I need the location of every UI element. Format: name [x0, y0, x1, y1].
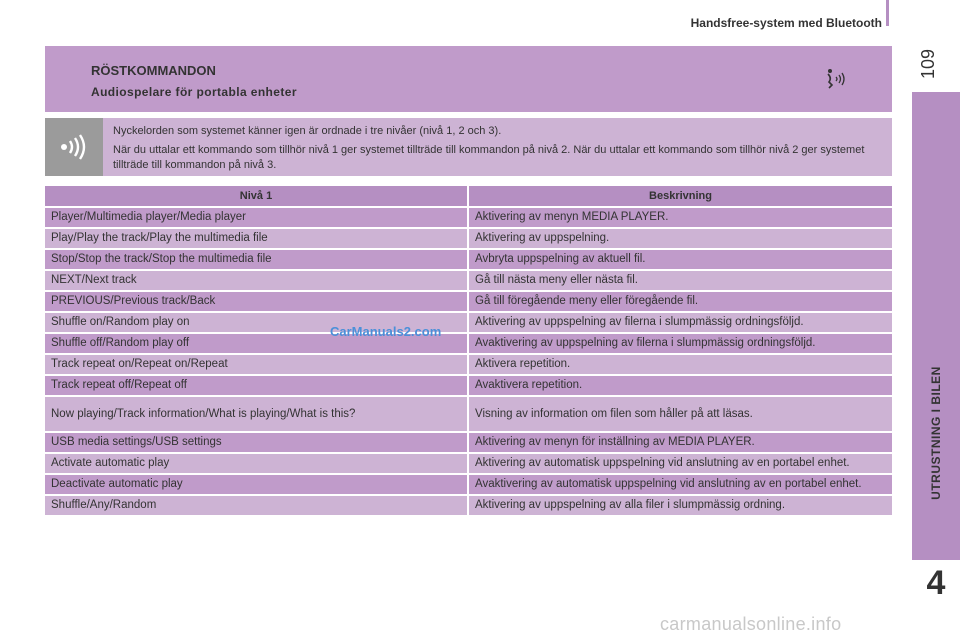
info-paragraph-2: När du uttalar ett kommando som tillhör nivå 1 ger systemet tillträde till kommandon på nivå 2. När du uttalar ett kommando som tillhör nivå 2 ger systemet tillträde till kommandon på nivå 3.: [113, 144, 865, 171]
table-row: [45, 208, 892, 227]
running-header: Handsfree-system med Bluetooth: [690, 16, 882, 30]
section-title: RÖSTKOMMANDON: [91, 63, 216, 78]
table-row: [45, 475, 892, 494]
table-row: [45, 334, 892, 353]
info-text: [113, 124, 883, 177]
command-cell: Track repeat off/Repeat off: [45, 376, 469, 395]
speaker-icon-box: [45, 118, 103, 176]
table-row: [45, 355, 892, 374]
command-cell: USB media settings/USB settings: [45, 433, 469, 452]
table-header-row: [45, 186, 892, 206]
table-header-description: Beskrivning: [469, 186, 892, 206]
table-row: [45, 433, 892, 452]
voice-command-icon: [823, 66, 849, 92]
table-header-level: Nivå 1: [45, 186, 469, 206]
command-cell: Now playing/Track information/What is playing/What is this?: [45, 397, 469, 431]
command-cell: Track repeat on/Repeat on/Repeat: [45, 355, 469, 374]
table-row: [45, 376, 892, 395]
description-cell: Avaktivering av automatisk uppspelning vid anslutning av en portabel enhet.: [469, 475, 892, 494]
table-row: [45, 292, 892, 311]
description-cell: Aktivering av automatisk uppspelning vid anslutning av en portabel enhet.: [469, 454, 892, 473]
description-cell: Avaktivera repetition.: [469, 376, 892, 395]
description-cell: Aktivera repetition.: [469, 355, 892, 374]
chapter-number: 4: [926, 564, 946, 602]
watermark-link[interactable]: CarManuals2.com: [330, 324, 442, 339]
command-cell: Shuffle on/Random play on: [45, 313, 469, 332]
description-cell: Aktivering av uppspelning.: [469, 229, 892, 248]
description-cell: Avaktivering av uppspelning av filerna i slumpmässig ordningsföljd.: [469, 334, 892, 353]
description-cell: Aktivering av uppspelning av filerna i slumpmässig ordningsföljd.: [469, 313, 892, 332]
description-cell: Avbryta uppspelning av aktuell fil.: [469, 250, 892, 269]
table-row: [45, 271, 892, 290]
speaker-icon: [57, 132, 91, 162]
header-rule: [886, 0, 889, 26]
description-cell: Aktivering av uppspelning av alla filer i slumpmässig ordning.: [469, 496, 892, 515]
description-cell: Gå till föregående meny eller föregående fil.: [469, 292, 892, 311]
command-cell: Shuffle off/Random play off: [45, 334, 469, 353]
description-cell: Aktivering av menyn för inställning av MEDIA PLAYER.: [469, 433, 892, 452]
description-cell: Gå till nästa meny eller nästa fil.: [469, 271, 892, 290]
command-cell: Deactivate automatic play: [45, 475, 469, 494]
command-cell: Shuffle/Any/Random: [45, 496, 469, 515]
command-cell: Activate automatic play: [45, 454, 469, 473]
description-cell: Visning av information om filen som håller på att läsas.: [469, 397, 892, 431]
command-cell: PREVIOUS/Previous track/Back: [45, 292, 469, 311]
table-row: [45, 454, 892, 473]
chapter-side-tab-label-wrap: [912, 92, 960, 560]
table-row: [45, 313, 892, 332]
voice-command-table: [45, 184, 892, 517]
chapter-side-tab-label: UTRUSTNING I BILEN: [929, 366, 944, 500]
page-number: 109: [917, 48, 938, 80]
command-cell: NEXT/Next track: [45, 271, 469, 290]
section-subtitle: Audiospelare för portabla enheter: [91, 85, 297, 99]
table-row: [45, 397, 892, 431]
info-box: [45, 118, 892, 176]
table-row: [45, 250, 892, 269]
footer-watermark: carmanualsonline.info: [660, 614, 842, 634]
table-row: [45, 229, 892, 248]
command-cell: Stop/Stop the track/Stop the multimedia file: [45, 250, 469, 269]
section-title-box: [45, 46, 892, 112]
info-paragraph-1: Nyckelorden som systemet känner igen är ordnade i tre nivåer (nivå 1, 2 och 3).: [113, 125, 502, 137]
description-cell: Aktivering av menyn MEDIA PLAYER.: [469, 208, 892, 227]
table-row: [45, 496, 892, 515]
command-cell: Play/Play the track/Play the multimedia file: [45, 229, 469, 248]
command-cell: Player/Multimedia player/Media player: [45, 208, 469, 227]
